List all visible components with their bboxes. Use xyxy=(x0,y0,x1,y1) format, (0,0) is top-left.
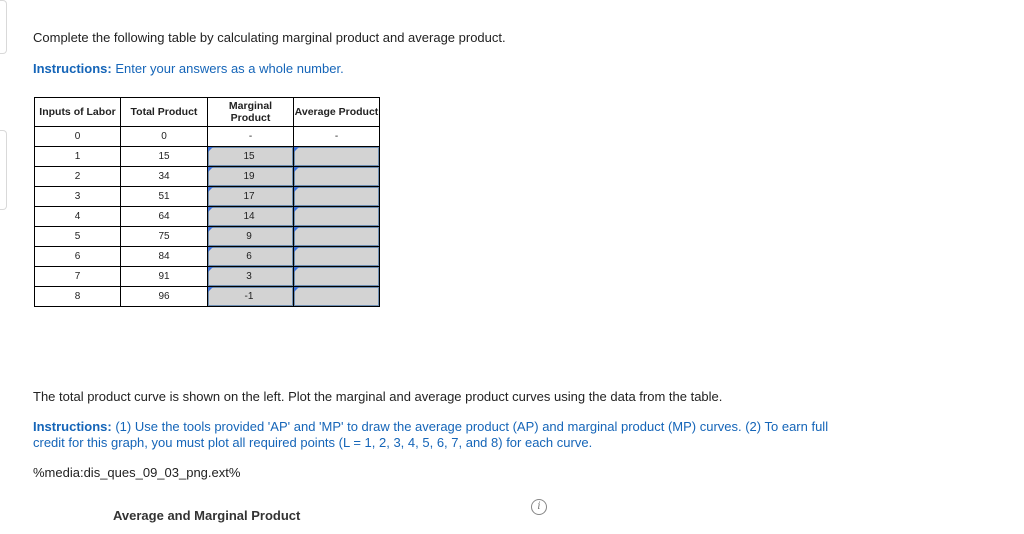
marginal-product-input[interactable] xyxy=(208,267,294,287)
marginal-product-input[interactable] xyxy=(208,227,294,247)
table-row xyxy=(35,287,380,307)
average-product-cell: - xyxy=(294,127,380,147)
labor-cell: 5 xyxy=(35,227,121,247)
total-product-cell: 96 xyxy=(121,287,208,307)
header-marginal-product: Marginal Product xyxy=(208,98,294,127)
cell-flag-icon xyxy=(208,267,213,272)
cell-flag-icon xyxy=(208,227,213,232)
table-row xyxy=(35,247,380,267)
total-product-cell: 51 xyxy=(121,187,208,207)
table-row xyxy=(35,167,380,187)
cell-flag-icon xyxy=(294,267,299,272)
side-tab-lower xyxy=(0,130,7,210)
instructions-text: Enter your answers as a whole number. xyxy=(111,61,344,76)
labor-cell: 6 xyxy=(35,247,121,267)
graph-instructions-text: (1) Use the tools provided 'AP' and 'MP' to draw the average product (AP) and marginal product (MP) curves. (2) To earn full credit for this graph, you must plot all required points (L = 1, 2, 3, 4, 5, 6, 7, and 8) for each curve. xyxy=(33,419,829,450)
marginal-product-value: -1 xyxy=(244,291,254,302)
marginal-product-input[interactable] xyxy=(208,287,294,307)
graph-title: Average and Marginal Product xyxy=(113,508,301,523)
average-product-input[interactable] xyxy=(294,207,380,227)
total-product-cell: 15 xyxy=(121,147,208,167)
table-row xyxy=(35,147,380,167)
marginal-product-input[interactable] xyxy=(208,167,294,187)
marginal-product-value: 15 xyxy=(243,151,255,162)
labor-cell: 7 xyxy=(35,267,121,287)
total-product-cell: 91 xyxy=(121,267,208,287)
cell-flag-icon xyxy=(294,287,299,292)
labor-cell: 1 xyxy=(35,147,121,167)
table-row xyxy=(35,227,380,247)
production-table xyxy=(34,97,380,307)
labor-cell: 4 xyxy=(35,207,121,227)
table-row xyxy=(35,127,380,147)
info-icon[interactable]: i xyxy=(531,499,547,515)
media-placeholder: %media:dis_ques_09_03_png.ext% xyxy=(33,465,241,480)
total-product-cell: 0 xyxy=(121,127,208,147)
graph-instructions xyxy=(33,419,833,451)
table-row xyxy=(35,267,380,287)
average-product-input[interactable] xyxy=(294,167,380,187)
marginal-product-value: 3 xyxy=(246,271,252,282)
marginal-product-value: 9 xyxy=(246,231,252,242)
cell-flag-icon xyxy=(294,207,299,212)
cell-flag-icon xyxy=(294,227,299,232)
marginal-product-input[interactable] xyxy=(208,147,294,167)
header-average-product: Average Product xyxy=(294,98,380,127)
marginal-product-input[interactable] xyxy=(208,207,294,227)
cell-flag-icon xyxy=(208,187,213,192)
header-total-product: Total Product xyxy=(121,98,208,127)
total-product-cell: 64 xyxy=(121,207,208,227)
average-product-input[interactable] xyxy=(294,147,380,167)
cell-flag-icon xyxy=(294,187,299,192)
marginal-product-input[interactable] xyxy=(208,247,294,267)
side-tab-top xyxy=(0,0,7,54)
marginal-product-value: 14 xyxy=(243,211,255,222)
labor-cell: 3 xyxy=(35,187,121,207)
table-header-row xyxy=(35,98,380,127)
total-product-cell: 75 xyxy=(121,227,208,247)
average-product-input[interactable] xyxy=(294,267,380,287)
average-product-input[interactable] xyxy=(294,227,380,247)
cell-flag-icon xyxy=(208,247,213,252)
labor-cell: 2 xyxy=(35,167,121,187)
marginal-product-value: 17 xyxy=(243,191,255,202)
labor-cell: 8 xyxy=(35,287,121,307)
graph-instructions-label: Instructions: xyxy=(33,419,112,434)
header-inputs-of-labor: Inputs of Labor xyxy=(35,98,121,127)
total-product-cell: 34 xyxy=(121,167,208,187)
average-product-input[interactable] xyxy=(294,187,380,207)
marginal-product-value: 6 xyxy=(246,251,252,262)
table-row xyxy=(35,207,380,227)
cell-flag-icon xyxy=(294,167,299,172)
cell-flag-icon xyxy=(294,147,299,152)
marginal-product-cell: - xyxy=(208,127,294,147)
marginal-product-input[interactable] xyxy=(208,187,294,207)
total-product-cell: 84 xyxy=(121,247,208,267)
graph-prompt: The total product curve is shown on the left. Plot the marginal and average product curves using the data from the table. xyxy=(33,389,723,404)
cell-flag-icon xyxy=(208,207,213,212)
question-instructions xyxy=(33,61,344,77)
cell-flag-icon xyxy=(208,167,213,172)
marginal-product-value: 19 xyxy=(243,171,255,182)
cell-flag-icon xyxy=(208,287,213,292)
average-product-input[interactable] xyxy=(294,287,380,307)
table-row xyxy=(35,187,380,207)
cell-flag-icon xyxy=(208,147,213,152)
cell-flag-icon xyxy=(294,247,299,252)
question-prompt: Complete the following table by calculating marginal product and average product. xyxy=(33,30,506,45)
labor-cell: 0 xyxy=(35,127,121,147)
average-product-input[interactable] xyxy=(294,247,380,267)
instructions-label: Instructions: xyxy=(33,61,112,76)
